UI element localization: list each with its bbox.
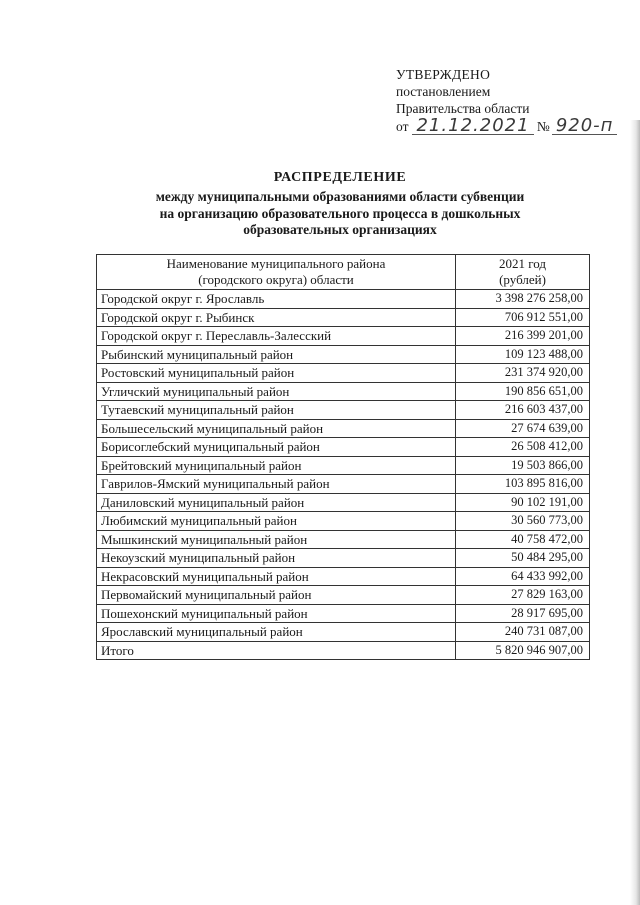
table-row xyxy=(97,419,590,438)
district-name-cell: Пошехонский муниципальный район xyxy=(97,604,456,623)
amount-cell: 216 399 201,00 xyxy=(456,327,590,346)
district-name-cell: Брейтовский муниципальный район xyxy=(97,456,456,475)
district-name-cell: Рыбинский муниципальный район xyxy=(97,345,456,364)
approval-stamp-block xyxy=(396,66,636,135)
header-amount-2021 xyxy=(456,255,590,290)
district-name-cell: Первомайский муниципальный район xyxy=(97,586,456,605)
header-district-name xyxy=(97,255,456,290)
district-name-cell: Итого xyxy=(97,641,456,660)
district-name-cell: Борисоглебский муниципальный район xyxy=(97,438,456,457)
district-name-cell: Городской округ г. Рыбинск xyxy=(97,308,456,327)
amount-cell: 27 829 163,00 xyxy=(456,586,590,605)
district-name-cell: Городской округ г. Переславль-Залесский xyxy=(97,327,456,346)
amount-cell: 103 895 816,00 xyxy=(456,475,590,494)
amount-cell: 216 603 437,00 xyxy=(456,401,590,420)
table-row xyxy=(97,549,590,568)
table-row xyxy=(97,512,590,531)
title-subheading-line: образовательных организациях xyxy=(243,222,437,237)
title-subheading-line: на организацию образовательного процесса в дошкольных xyxy=(159,205,521,221)
date-number-line xyxy=(396,117,636,135)
table-row xyxy=(97,586,590,605)
header-line: (рублей) xyxy=(499,272,546,287)
amount-cell: 40 758 472,00 xyxy=(456,530,590,549)
table-row xyxy=(97,475,590,494)
table-row xyxy=(97,438,590,457)
table-total-row xyxy=(97,641,590,660)
table-row xyxy=(97,567,590,586)
table-row xyxy=(97,623,590,642)
amount-cell: 50 484 295,00 xyxy=(456,549,590,568)
amount-cell: 28 917 695,00 xyxy=(456,604,590,623)
table-row xyxy=(97,308,590,327)
table-body xyxy=(97,290,590,660)
scan-edge-shadow xyxy=(630,120,640,905)
district-name-cell: Ростовский муниципальный район xyxy=(97,364,456,383)
table-row xyxy=(97,382,590,401)
district-name-cell: Любимский муниципальный район xyxy=(97,512,456,531)
district-name-cell: Тутаевский муниципальный район xyxy=(97,401,456,420)
amount-cell: 231 374 920,00 xyxy=(456,364,590,383)
resolution-label: постановлением xyxy=(396,84,491,99)
district-name-cell: Даниловский муниципальный район xyxy=(97,493,456,512)
table-row xyxy=(97,401,590,420)
header-line: 2021 год xyxy=(499,256,546,271)
document-title xyxy=(90,170,590,239)
table-header-row xyxy=(97,255,590,290)
number-sign: № xyxy=(536,119,550,134)
table-row xyxy=(97,327,590,346)
title-subheading-line: между муниципальными образованиями области субвенции xyxy=(155,189,525,204)
district-name-cell: Некрасовский муниципальный район xyxy=(97,567,456,586)
from-prefix: от xyxy=(396,119,409,134)
amount-cell: 240 731 087,00 xyxy=(456,623,590,642)
district-name-cell: Гаврилов-Ямский муниципальный район xyxy=(97,475,456,494)
district-name-cell: Ярославский муниципальный район xyxy=(97,623,456,642)
amount-cell: 190 856 651,00 xyxy=(456,382,590,401)
amount-cell: 3 398 276 258,00 xyxy=(456,290,590,309)
table-row xyxy=(97,530,590,549)
approved-label: УТВЕРЖДЕНО xyxy=(396,67,491,82)
amount-cell: 64 433 992,00 xyxy=(456,567,590,586)
handwritten-number: 920-п xyxy=(552,117,618,135)
title-heading: РАСПРЕДЕЛЕНИЕ xyxy=(273,170,407,185)
amount-cell: 109 123 488,00 xyxy=(456,345,590,364)
table-row xyxy=(97,493,590,512)
district-name-cell: Мышкинский муниципальный район xyxy=(97,530,456,549)
amount-cell: 19 503 866,00 xyxy=(456,456,590,475)
header-line: Наименование муниципального района xyxy=(166,256,386,271)
table-row xyxy=(97,364,590,383)
district-name-cell: Городской округ г. Ярославль xyxy=(97,290,456,309)
header-line: (городского округа) области xyxy=(198,272,354,287)
district-name-cell: Большесельский муниципальный район xyxy=(97,419,456,438)
amount-cell: 27 674 639,00 xyxy=(456,419,590,438)
table-row xyxy=(97,456,590,475)
amount-cell: 5 820 946 907,00 xyxy=(456,641,590,660)
amount-cell: 30 560 773,00 xyxy=(456,512,590,531)
table-row xyxy=(97,290,590,309)
handwritten-date: 21.12.2021 xyxy=(412,117,533,135)
amount-cell: 90 102 191,00 xyxy=(456,493,590,512)
table-row xyxy=(97,604,590,623)
district-name-cell: Некоузский муниципальный район xyxy=(97,549,456,568)
distribution-table xyxy=(96,254,590,660)
amount-cell: 706 912 551,00 xyxy=(456,308,590,327)
district-name-cell: Угличский муниципальный район xyxy=(97,382,456,401)
amount-cell: 26 508 412,00 xyxy=(456,438,590,457)
table-row xyxy=(97,345,590,364)
government-label: Правительства области xyxy=(396,101,530,116)
